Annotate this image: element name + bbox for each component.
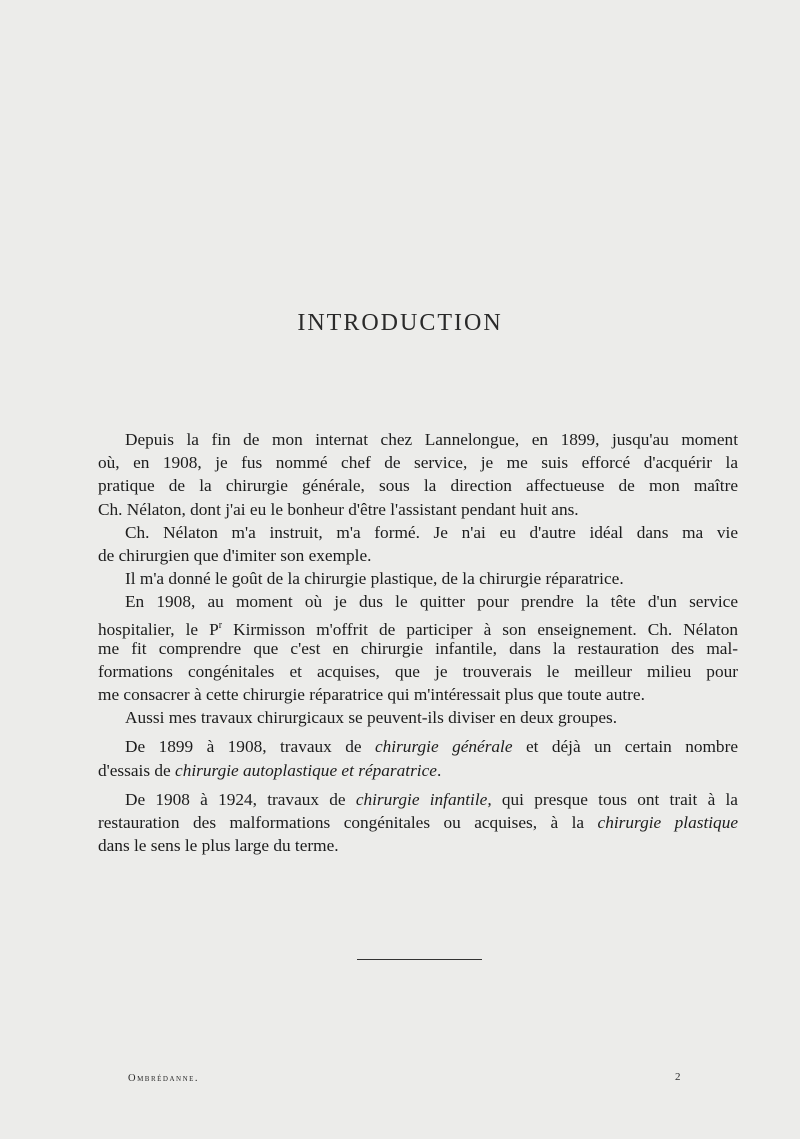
text-fragment: De 1908 à 1924, travaux de	[125, 789, 356, 809]
text-line	[98, 759, 738, 782]
superscript: r	[218, 619, 223, 631]
paragraph-4	[98, 590, 738, 706]
text-line	[98, 811, 738, 834]
text-line: de chirurgien que d'imiter son exemple.	[98, 545, 372, 565]
footer-author: Ombrédanne.	[128, 1073, 200, 1084]
text-line: Ch. Nélaton, dont j'ai eu le bonheur d'être l'assistant pendant huit ans.	[98, 499, 579, 519]
text-fragment: hospitalier, le P	[98, 619, 219, 639]
text-line: dans le sens le plus large du terme.	[98, 836, 339, 856]
italic-text: chirurgie générale	[374, 737, 513, 757]
section-divider	[357, 959, 482, 960]
text-fragment: De 1899 à 1908, travaux de	[125, 737, 375, 757]
paragraph-2	[98, 521, 738, 567]
text-fragment: .	[436, 760, 442, 780]
text-fragment: Kirmisson m'offrit de participer à son enseignement. Ch. Nélaton	[222, 619, 738, 639]
text-line: formations congénitales et acquises, que je trouverais le meilleur milieu pour	[98, 661, 738, 681]
paragraph-6	[98, 735, 738, 781]
body-text	[98, 428, 738, 857]
text-line: pratique de la chirurgie générale, sous la direction affectueuse de mon maître	[98, 476, 738, 496]
italic-text: chirurgie infantile,	[355, 789, 492, 809]
text-line: Ch. Nélaton m'a instruit, m'a formé. Je n'ai eu d'autre idéal dans ma vie	[125, 522, 738, 542]
footer-signature: 2	[675, 1071, 681, 1083]
italic-text: chirurgie plastique	[597, 813, 738, 832]
paragraph-7	[98, 788, 738, 858]
text-line: En 1908, au moment où je dus le quitter pour prendre la tête d'un service	[125, 592, 738, 612]
text-line: où, en 1908, je fus nommé chef de service, je me suis efforcé d'acquérir la	[98, 453, 738, 473]
text-fragment: d'essais de	[98, 760, 176, 780]
paragraph-3	[98, 567, 738, 590]
text-fragment: et déjà un certain nombre	[512, 737, 738, 757]
text-fragment: qui presque tous ont trait à la	[491, 789, 738, 809]
paragraph-1	[98, 428, 738, 521]
text-line: Depuis la fin de mon internat chez Lannelongue, en 1899, jusqu'au moment	[125, 430, 738, 449]
text-line: me fit comprendre que c'est en chirurgie infantile, dans la restauration des mal-	[98, 638, 738, 658]
page-title: INTRODUCTION	[297, 310, 503, 336]
text-fragment: restauration des malformations congénitales ou acquises, à la	[98, 813, 598, 832]
italic-text: chirurgie autoplastique et réparatrice	[175, 760, 437, 780]
text-line: Aussi mes travaux chirurgicaux se peuvent-ils diviser en deux groupes.	[125, 708, 618, 728]
text-line: Il m'a donné le goût de la chirurgie plastique, de la chirurgie réparatrice.	[125, 569, 624, 589]
text-line	[98, 788, 738, 811]
text-line	[98, 614, 738, 637]
paragraph-5	[98, 706, 738, 729]
text-line	[98, 735, 738, 758]
text-line: me consacrer à cette chirurgie réparatrice qui m'intéressait plus que toute autre.	[98, 685, 645, 705]
